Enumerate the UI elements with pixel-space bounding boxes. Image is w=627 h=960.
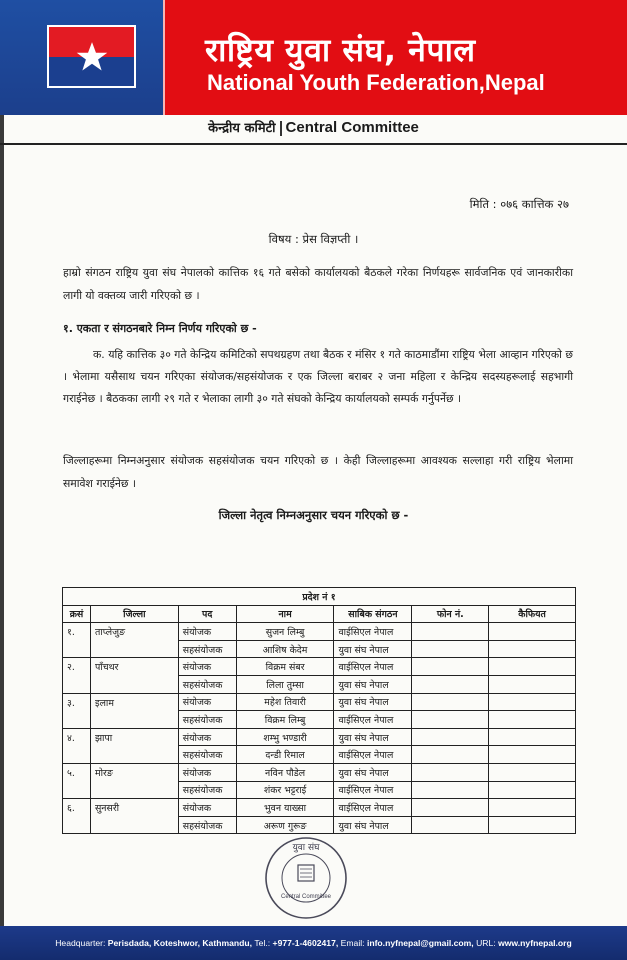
email-link[interactable]: info.nyfnepal@gmail.com, xyxy=(366,938,474,948)
remarks xyxy=(489,640,576,658)
org-name-english: National Youth Federation,Nepal xyxy=(207,70,545,95)
table-row xyxy=(63,658,576,676)
col-district: जिल्ला xyxy=(90,605,178,623)
former-organization: युवा संघ नेपाल xyxy=(334,693,412,711)
person-name: शंकर भट्टराई xyxy=(236,781,334,799)
hq-label: Headquarter: xyxy=(55,938,106,948)
star-flag-icon xyxy=(47,25,136,88)
phone-number xyxy=(412,781,489,799)
former-organization: युवा संघ नेपाल xyxy=(334,763,412,781)
post: सहसंयोजक xyxy=(178,711,236,729)
phone-number xyxy=(412,746,489,764)
col-organization: साबिक संगठन xyxy=(334,605,412,623)
phone-number xyxy=(412,675,489,693)
phone-number xyxy=(412,623,489,641)
person-name: विक्रम लिम्बु xyxy=(236,711,334,729)
person-name: महेश तिवारी xyxy=(236,693,334,711)
official-seal-icon xyxy=(258,832,354,922)
table-row xyxy=(63,763,576,781)
phone-number xyxy=(412,640,489,658)
district-name: सुनसरी xyxy=(90,799,178,834)
district-name: मोरङ xyxy=(90,763,178,798)
svg-text:युवा संघ: युवा संघ xyxy=(292,843,320,853)
former-organization: वाईसिएल नेपाल xyxy=(334,658,412,676)
remarks xyxy=(489,781,576,799)
banner-blue-panel xyxy=(0,0,163,115)
letter-date: मिति : ०७६ कात्तिक २७ xyxy=(469,197,569,211)
footer-contact-bar xyxy=(0,926,627,960)
tel-label: Tel.: xyxy=(254,938,271,948)
table-heading: जिल्ला नेतृत्व निम्नअनुसार चयन गरिएको छ - xyxy=(218,508,409,522)
post: संयोजक xyxy=(178,658,236,676)
remarks xyxy=(489,693,576,711)
col-phone: फोन नं. xyxy=(412,605,489,623)
district-name: इलाम xyxy=(90,693,178,728)
remarks xyxy=(489,816,576,834)
letterhead-banner xyxy=(0,0,627,115)
column-headers xyxy=(63,605,576,623)
former-organization: वाईसिएल नेपाल xyxy=(334,746,412,764)
divider xyxy=(280,121,282,136)
post: संयोजक xyxy=(178,728,236,746)
col-remarks: कैफियत xyxy=(489,605,576,623)
district-name: पाँचथर xyxy=(90,658,178,693)
district-paragraph: जिल्लाहरूमा निम्नअनुसार संयोजक सहसंयोजक चयन गरिएको छ । केही जिल्लाहरूमा आवश्यक सल्लाहा गरी राष्ट्रिय भेलामा समावेश गराईनेछ । xyxy=(63,454,573,490)
person-name: लिला तुम्सा xyxy=(236,675,334,693)
post: संयोजक xyxy=(178,623,236,641)
remarks xyxy=(489,763,576,781)
district-name: ताप्लेजुङ xyxy=(90,623,178,658)
former-organization: युवा संघ नेपाल xyxy=(334,675,412,693)
post: संयोजक xyxy=(178,693,236,711)
province-header: प्रदेश नं १ xyxy=(63,588,576,606)
phone-number xyxy=(412,763,489,781)
post: सहसंयोजक xyxy=(178,816,236,834)
table-row xyxy=(63,799,576,817)
post: सहसंयोजक xyxy=(178,746,236,764)
committee-english: Central Committee xyxy=(285,119,419,136)
post: संयोजक xyxy=(178,799,236,817)
section-1-text: क. यहि कात्तिक ३० गते केन्द्रिय कमिटिको सपथग्रहण तथा बैठक र मंसिर १ गते काठमाडौंमा राष्ट्रिय भेला आव्हान गरिएको छ । भेलामा यसैसाथ चयन गरिएका संयोजक/सहसंयोजक र एक जिल्ला बराबर २ जना महिला र केन्द्रिय सदस्यहरूलाई सहभागी गराईनेछ । बैठकका लागी २९ गते र भेलाका लागी ३० गते संघको केन्द्रिय कार्यालयको सम्पर्क गर्नुपर्नेछ । xyxy=(63,348,573,405)
former-organization: वाईसिएल नेपाल xyxy=(334,711,412,729)
table-row xyxy=(63,728,576,746)
committee-nepali: केन्द्रीय कमिटी xyxy=(208,121,276,136)
former-organization: वाईसिएल नेपाल xyxy=(334,799,412,817)
hq-address: Perisdada, Koteshwor, Kathmandu, xyxy=(107,938,252,948)
intro-paragraph: हाम्रो संगठन राष्ट्रिय युवा संघ नेपालको कात्तिक १६ गते बसेको कार्यालयको बैठकले गरेका निर्णयहरू सार्वजनिक एवं जानकारीका लागी यो वक्तव्य जारी गरिएको छ । xyxy=(63,266,573,302)
committee-line xyxy=(0,118,627,136)
table-row xyxy=(63,623,576,641)
phone-number xyxy=(412,693,489,711)
remarks xyxy=(489,728,576,746)
email-label: Email: xyxy=(340,938,365,948)
person-name: भुवन याख्सा xyxy=(236,799,334,817)
col-name: नाम xyxy=(236,605,334,623)
serial-number: ५. xyxy=(63,763,91,798)
person-name: नविन पौडेल xyxy=(236,763,334,781)
website-link[interactable]: www.nyfnepal.org xyxy=(498,938,572,948)
remarks xyxy=(489,658,576,676)
phone-number xyxy=(412,728,489,746)
person-name: सुजन लिम्बु xyxy=(236,623,334,641)
person-name: अरूण गुरूङ xyxy=(236,816,334,834)
phone-number xyxy=(412,799,489,817)
person-name: शम्भु भण्डारी xyxy=(236,728,334,746)
remarks xyxy=(489,675,576,693)
person-name: विक्रम संबर xyxy=(236,658,334,676)
remarks xyxy=(489,623,576,641)
serial-number: १. xyxy=(63,623,91,658)
header-rule xyxy=(0,143,627,145)
remarks xyxy=(489,746,576,764)
person-name: दन्डी रिमाल xyxy=(236,746,334,764)
former-organization: वाईसिएल नेपाल xyxy=(334,623,412,641)
serial-number: २. xyxy=(63,658,91,693)
url-label: URL: xyxy=(476,938,496,948)
col-serial: क्रसं xyxy=(63,605,91,623)
org-name-nepali: राष्ट्रिय युवा संघ, नेपाल xyxy=(205,31,476,69)
svg-text:Central Committee: Central Committee xyxy=(280,894,332,900)
post: संयोजक xyxy=(178,763,236,781)
serial-number: ४. xyxy=(63,728,91,763)
remarks xyxy=(489,711,576,729)
former-organization: युवा संघ नेपाल xyxy=(334,816,412,834)
post: सहसंयोजक xyxy=(178,640,236,658)
post: सहसंयोजक xyxy=(178,675,236,693)
section-1-heading: १. एकता र संगठनबारे निम्न निर्णय गरिएको छ - xyxy=(63,322,257,335)
district-leadership-table xyxy=(62,587,576,834)
phone-number xyxy=(412,816,489,834)
remarks xyxy=(489,799,576,817)
serial-number: ३. xyxy=(63,693,91,728)
person-name: आशिष केदेम xyxy=(236,640,334,658)
table-row xyxy=(63,693,576,711)
former-organization: युवा संघ नेपाल xyxy=(334,728,412,746)
col-post: पद xyxy=(178,605,236,623)
former-organization: युवा संघ नेपाल xyxy=(334,640,412,658)
phone-number xyxy=(412,658,489,676)
district-name: झापा xyxy=(90,728,178,763)
former-organization: वाईसिएल नेपाल xyxy=(334,781,412,799)
phone-number xyxy=(412,711,489,729)
letter-subject: विषय : प्रेस विज्ञप्ती । xyxy=(268,232,359,246)
serial-number: ६. xyxy=(63,799,91,834)
post: सहसंयोजक xyxy=(178,781,236,799)
tel-value: +977-1-4602417, xyxy=(272,938,339,948)
